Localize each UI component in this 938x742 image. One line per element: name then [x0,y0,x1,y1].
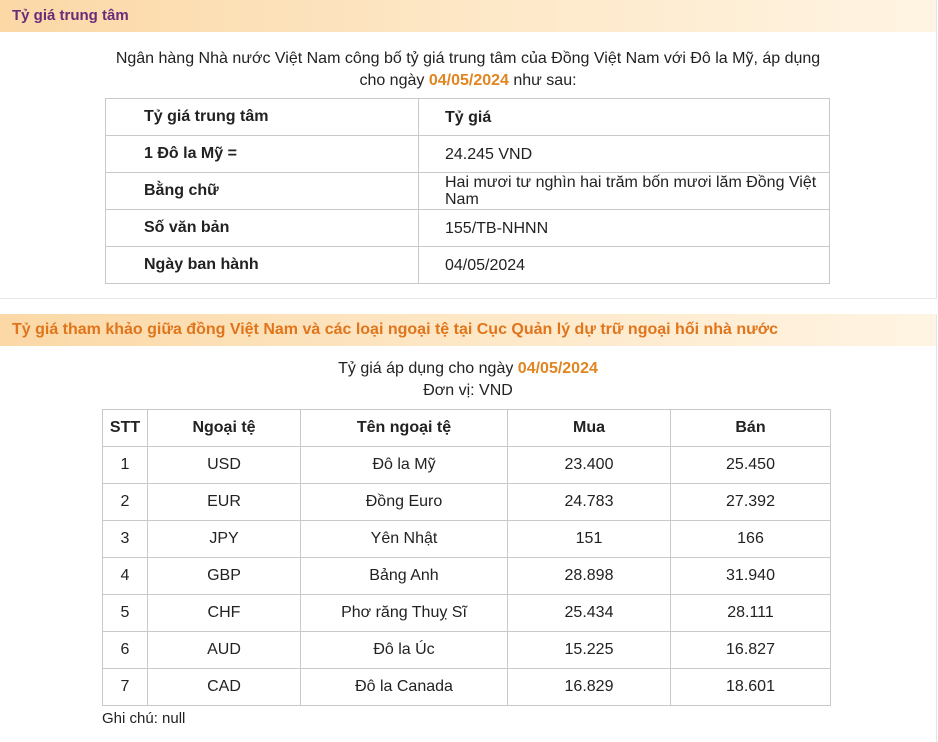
row-label: Bằng chữ [106,173,419,210]
cell-stt: 7 [103,669,148,706]
row-label: Ngày ban hành [106,247,419,284]
table-header-row [103,410,831,447]
cell-code: GBP [148,558,301,595]
row-value: 24.245 VND [419,136,830,173]
cell-name: Đô la Úc [301,632,508,669]
cell-code: AUD [148,632,301,669]
cell-buy: 24.783 [508,484,671,521]
table-row [103,669,831,706]
cell-stt: 1 [103,447,148,484]
cell-buy: 28.898 [508,558,671,595]
column-header-value: Tỷ giá [419,99,830,136]
row-value: 155/TB-NHNN [419,210,830,247]
cell-stt: 6 [103,632,148,669]
column-header-sell: Bán [671,410,831,447]
cell-name: Đô la Canada [301,669,508,706]
row-value: Hai mươi tư nghìn hai trăm bốn mươi lăm Đồng Việt Nam [419,173,830,210]
cell-sell: 31.940 [671,558,831,595]
cell-name: Phơ răng Thuỵ Sĩ [301,595,508,632]
cell-buy: 25.434 [508,595,671,632]
note-text: Ghi chú: null [102,710,186,727]
cell-sell: 16.827 [671,632,831,669]
column-header-code: Ngoại tệ [148,410,301,447]
cell-name: Đồng Euro [301,484,508,521]
central-rate-table [105,98,830,284]
apply-prefix: Tỷ giá áp dụng cho ngày [338,360,518,377]
intro-date: 04/05/2024 [428,72,509,89]
intro-line-2 [0,70,936,92]
cell-buy: 151 [508,521,671,558]
central-rate-panel [0,0,937,299]
row-label: Số văn bản [106,210,419,247]
table-row [103,558,831,595]
cell-name: Đô la Mỹ [301,447,508,484]
cell-code: CAD [148,669,301,706]
column-header-buy: Mua [508,410,671,447]
table-row [106,136,830,173]
cell-code: EUR [148,484,301,521]
table-row [106,210,830,247]
cell-sell: 27.392 [671,484,831,521]
cell-buy: 23.400 [508,447,671,484]
reference-rate-title: Tỷ giá tham khảo giữa đồng Việt Nam và các loại ngoại tệ tại Cục Quản lý dự trữ ngoại hối nhà nước [12,321,778,338]
apply-date: 04/05/2024 [517,360,598,377]
cell-buy: 15.225 [508,632,671,669]
reference-rate-table [102,409,831,706]
reference-rate-header [0,314,936,346]
cell-name: Bảng Anh [301,558,508,595]
cell-stt: 2 [103,484,148,521]
row-label: 1 Đô la Mỹ = [106,136,419,173]
cell-stt: 3 [103,521,148,558]
cell-sell: 166 [671,521,831,558]
cell-stt: 4 [103,558,148,595]
table-row [103,595,831,632]
central-rate-header [0,0,936,32]
central-rate-intro [0,48,936,92]
table-row [106,247,830,284]
cell-code: JPY [148,521,301,558]
table-row [103,632,831,669]
reference-rate-intro [0,358,936,402]
unit-line: Đơn vị: VND [423,382,513,399]
cell-sell: 28.111 [671,595,831,632]
column-header-label: Tỷ giá trung tâm [106,99,419,136]
table-row [103,484,831,521]
column-header-name: Tên ngoại tệ [301,410,508,447]
cell-code: USD [148,447,301,484]
cell-code: CHF [148,595,301,632]
row-value: 04/05/2024 [419,247,830,284]
central-rate-title: Tỷ giá trung tâm [12,7,129,24]
table-row [103,521,831,558]
cell-sell: 25.450 [671,447,831,484]
intro-prefix: cho ngày [359,72,429,89]
cell-stt: 5 [103,595,148,632]
table-header-row [106,99,830,136]
table-row [106,173,830,210]
cell-name: Yên Nhật [301,521,508,558]
intro-line-1: Ngân hàng Nhà nước Việt Nam công bố tỷ giá trung tâm của Đồng Việt Nam với Đô la Mỹ, áp dụng [115,50,821,67]
column-header-stt: STT [103,410,148,447]
apply-date-line [0,358,936,380]
cell-sell: 18.601 [671,669,831,706]
intro-suffix: như sau: [508,72,577,89]
table-row [103,447,831,484]
cell-buy: 16.829 [508,669,671,706]
